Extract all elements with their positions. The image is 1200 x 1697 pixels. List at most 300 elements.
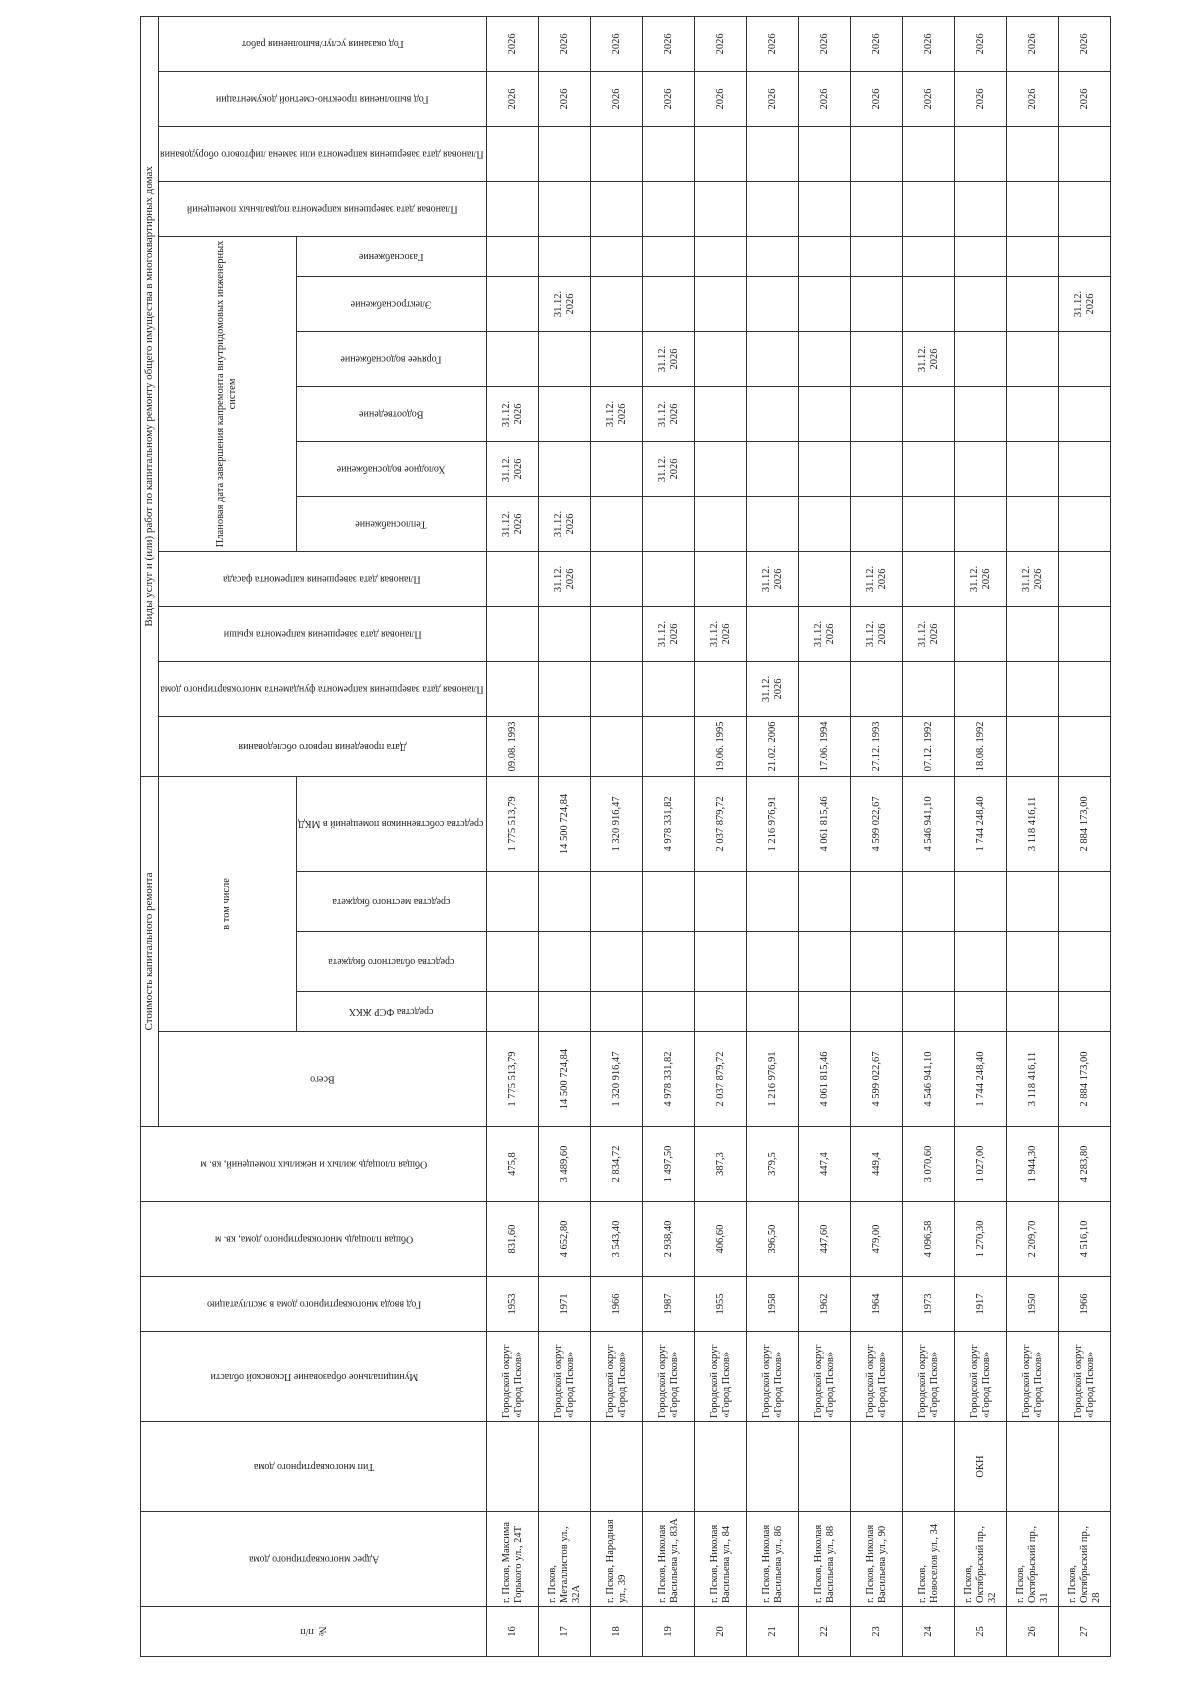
cell-reg xyxy=(643,932,695,992)
header-year-plan: Год выполнения проектно-сметной документации xyxy=(158,71,487,126)
cell-heat: 31.12. 2026 xyxy=(539,496,591,551)
header-heat: Теплоснабжение xyxy=(296,496,486,551)
cell-loc xyxy=(851,872,903,932)
header-no: № п/п xyxy=(141,1607,487,1657)
cell-year: 1964 xyxy=(851,1277,903,1332)
cell-address: г. Псков, Октябрьский пр., 28 xyxy=(1059,1512,1111,1607)
cell-loc xyxy=(487,872,539,932)
cell-address: г. Псков, Новоселов ул., 34 xyxy=(903,1512,955,1607)
cell-base xyxy=(643,181,695,236)
cell-gas xyxy=(799,236,851,276)
cell-hot xyxy=(591,331,643,386)
cell-loc xyxy=(695,872,747,932)
header-basement: Плановая дата завершения капремонта подвальных помещений xyxy=(158,181,487,236)
cell-elec xyxy=(1007,276,1059,331)
cell-plan: 2026 xyxy=(1007,71,1059,126)
cell-found xyxy=(539,661,591,716)
cell-reg xyxy=(591,932,643,992)
cell-year: 1953 xyxy=(487,1277,539,1332)
cell-works: 2026 xyxy=(539,16,591,71)
cell-elec xyxy=(747,276,799,331)
cell-roof: 31.12. 2026 xyxy=(851,606,903,661)
cell-roof xyxy=(955,606,1007,661)
table-row xyxy=(747,16,799,1656)
cell-elec xyxy=(851,276,903,331)
table-row xyxy=(851,16,903,1656)
cell-insp xyxy=(643,716,695,776)
cell-fsr xyxy=(851,992,903,1032)
cell-elec xyxy=(695,276,747,331)
cell-plan: 2026 xyxy=(903,71,955,126)
cell-insp: 17.06. 1994 xyxy=(799,716,851,776)
cell-hot xyxy=(851,331,903,386)
cell-mun: Городской округ «Город Псков» xyxy=(487,1332,539,1422)
cell-facade: 31.12. 2026 xyxy=(955,551,1007,606)
cell-cold xyxy=(695,441,747,496)
cell-reg xyxy=(799,932,851,992)
cell-cold xyxy=(799,441,851,496)
cell-type xyxy=(799,1422,851,1512)
cell-total_area: 4 652,80 xyxy=(539,1202,591,1277)
cell-mun: Городской округ «Город Псков» xyxy=(591,1332,643,1422)
cell-type xyxy=(695,1422,747,1512)
cell-hot xyxy=(1059,331,1111,386)
cell-elec xyxy=(487,276,539,331)
cell-works: 2026 xyxy=(799,16,851,71)
cell-loc xyxy=(955,872,1007,932)
cell-works: 2026 xyxy=(955,16,1007,71)
cell-own: 1 320 916,47 xyxy=(591,776,643,871)
cell-hot xyxy=(539,331,591,386)
cell-insp xyxy=(591,716,643,776)
cell-no: 22 xyxy=(799,1607,851,1657)
cell-fsr xyxy=(955,992,1007,1032)
cell-heat xyxy=(1007,496,1059,551)
cell-address: г. Псков, Николая Васильева ул., 88 xyxy=(799,1512,851,1607)
table-row xyxy=(903,16,955,1656)
cell-found xyxy=(487,661,539,716)
cell-plan: 2026 xyxy=(851,71,903,126)
header-year-works: Год оказания услуг/выполнения работ xyxy=(158,16,487,71)
cell-total_area: 447,60 xyxy=(799,1202,851,1277)
header-living-area: Общая площадь жилых и нежилых помещений, кв. м xyxy=(141,1127,487,1202)
cell-elec xyxy=(903,276,955,331)
header-cold-water: Холодное водоснабжение xyxy=(296,441,486,496)
cell-sewer xyxy=(851,386,903,441)
cell-lift xyxy=(747,126,799,181)
cell-mun: Городской округ «Город Псков» xyxy=(695,1332,747,1422)
cell-plan: 2026 xyxy=(539,71,591,126)
cell-hot xyxy=(1007,331,1059,386)
cell-address: г. Псков, Октябрьский пр., 31 xyxy=(1007,1512,1059,1607)
cell-no: 23 xyxy=(851,1607,903,1657)
table-row xyxy=(1059,16,1111,1656)
cell-insp: 09.08. 1993 xyxy=(487,716,539,776)
cell-total: 4 978 331,82 xyxy=(643,1032,695,1127)
cell-no: 16 xyxy=(487,1607,539,1657)
cell-own: 2 037 879,72 xyxy=(695,776,747,871)
cell-heat: 31.12. 2026 xyxy=(487,496,539,551)
cell-base xyxy=(695,181,747,236)
cell-hot: 31.12. 2026 xyxy=(643,331,695,386)
cell-facade xyxy=(643,551,695,606)
cell-roof xyxy=(539,606,591,661)
cell-gas xyxy=(643,236,695,276)
header-address: Адрес многоквартирного дома xyxy=(141,1512,487,1607)
cell-mun: Городской округ «Город Псков» xyxy=(955,1332,1007,1422)
cell-gas xyxy=(747,236,799,276)
cell-fsr xyxy=(695,992,747,1032)
cell-type: ОКН xyxy=(955,1422,1007,1512)
cell-total_area: 1 270,30 xyxy=(955,1202,1007,1277)
cell-heat xyxy=(903,496,955,551)
header-gas: Газоснабжение xyxy=(296,236,486,276)
cell-gas xyxy=(851,236,903,276)
cell-total_area: 396,50 xyxy=(747,1202,799,1277)
cell-facade: 31.12. 2026 xyxy=(539,551,591,606)
cell-total_area: 3 543,40 xyxy=(591,1202,643,1277)
cell-living: 447,4 xyxy=(799,1127,851,1202)
cell-found xyxy=(1059,661,1111,716)
cell-insp: 07.12. 1992 xyxy=(903,716,955,776)
cell-insp xyxy=(1007,716,1059,776)
cell-plan: 2026 xyxy=(695,71,747,126)
cell-cold xyxy=(591,441,643,496)
header-total-area: Общая площадь многоквартирного дома, кв. м xyxy=(141,1202,487,1277)
cell-found xyxy=(643,661,695,716)
cell-cold xyxy=(851,441,903,496)
cell-address: г. Псков, Николая Васильева ул., 83А xyxy=(643,1512,695,1607)
cell-total: 1 744 248,40 xyxy=(955,1032,1007,1127)
cell-base xyxy=(851,181,903,236)
cell-no: 19 xyxy=(643,1607,695,1657)
cell-lift xyxy=(539,126,591,181)
cell-plan: 2026 xyxy=(747,71,799,126)
cell-loc xyxy=(799,872,851,932)
cell-total_area: 4 516,10 xyxy=(1059,1202,1111,1277)
cell-insp: 27.12. 1993 xyxy=(851,716,903,776)
cell-lift xyxy=(799,126,851,181)
cell-works: 2026 xyxy=(1059,16,1111,71)
cell-works: 2026 xyxy=(591,16,643,71)
cell-lift xyxy=(851,126,903,181)
cell-hot xyxy=(487,331,539,386)
cell-own: 4 599 022,67 xyxy=(851,776,903,871)
cell-total: 14 500 724,84 xyxy=(539,1032,591,1127)
header-foundation: Плановая дата завершения капремонта фундамента многоквартирного дома xyxy=(158,661,487,716)
header-facade: Плановая дата завершения капремонта фасада xyxy=(158,551,487,606)
table-row xyxy=(799,16,851,1656)
cell-works: 2026 xyxy=(1007,16,1059,71)
cell-heat xyxy=(955,496,1007,551)
cell-year: 1966 xyxy=(591,1277,643,1332)
cell-no: 24 xyxy=(903,1607,955,1657)
header-local: средства местного бюджета xyxy=(296,872,486,932)
cell-sewer xyxy=(903,386,955,441)
cell-living: 1 027,00 xyxy=(955,1127,1007,1202)
cell-total: 3 118 416,11 xyxy=(1007,1032,1059,1127)
cell-type xyxy=(747,1422,799,1512)
header-roof: Плановая дата завершения капремонта крыши xyxy=(158,606,487,661)
cell-roof xyxy=(1059,606,1111,661)
cell-hot xyxy=(799,331,851,386)
cell-works: 2026 xyxy=(487,16,539,71)
header-type: Тип многоквартирного дома xyxy=(141,1422,487,1512)
cell-living: 475,8 xyxy=(487,1127,539,1202)
cell-no: 21 xyxy=(747,1607,799,1657)
cell-cold xyxy=(1007,441,1059,496)
cell-total_area: 2 209,70 xyxy=(1007,1202,1059,1277)
cell-living: 4 283,80 xyxy=(1059,1127,1111,1202)
header-works-group: Виды услуг и (или) работ по капитальному ремонту общего имущества в многоквартирных домах xyxy=(141,16,159,776)
cell-own: 4 061 815,46 xyxy=(799,776,851,871)
cell-living: 1 944,30 xyxy=(1007,1127,1059,1202)
cell-found xyxy=(695,661,747,716)
table-body xyxy=(487,16,1111,1656)
cell-reg xyxy=(1059,932,1111,992)
cell-found xyxy=(851,661,903,716)
cell-hot xyxy=(747,331,799,386)
cell-works: 2026 xyxy=(643,16,695,71)
cell-total: 4 599 022,67 xyxy=(851,1032,903,1127)
cell-no: 27 xyxy=(1059,1607,1111,1657)
header-regional: средства областного бюджета xyxy=(296,932,486,992)
cell-heat xyxy=(747,496,799,551)
cell-type xyxy=(591,1422,643,1512)
cell-sewer xyxy=(695,386,747,441)
cell-roof: 31.12. 2026 xyxy=(903,606,955,661)
cell-loc xyxy=(643,872,695,932)
cell-found xyxy=(1007,661,1059,716)
cell-cold xyxy=(1059,441,1111,496)
cell-address: г. Псков, Октябрьский пр., 32 xyxy=(955,1512,1007,1607)
cell-fsr xyxy=(1007,992,1059,1032)
cell-mun: Городской округ «Город Псков» xyxy=(1007,1332,1059,1422)
table-row xyxy=(955,16,1007,1656)
cell-found xyxy=(799,661,851,716)
cell-sewer: 31.12. 2026 xyxy=(487,386,539,441)
cell-address: г. Псков, Народная ул., 39 xyxy=(591,1512,643,1607)
cell-mun: Городской округ «Город Псков» xyxy=(799,1332,851,1422)
cell-no: 18 xyxy=(591,1607,643,1657)
cell-facade xyxy=(799,551,851,606)
cell-elec xyxy=(799,276,851,331)
header-systems-group: Плановая дата завершения капремонта внутридомовых инженерных систем xyxy=(158,236,296,551)
cell-no: 25 xyxy=(955,1607,1007,1657)
cell-total_area: 2 938,40 xyxy=(643,1202,695,1277)
cell-fsr xyxy=(591,992,643,1032)
header-fsr: средства ФСР ЖКХ xyxy=(296,992,486,1032)
cell-lift xyxy=(1007,126,1059,181)
cell-loc xyxy=(539,872,591,932)
cell-base xyxy=(1007,181,1059,236)
cell-fsr xyxy=(747,992,799,1032)
cell-reg xyxy=(695,932,747,992)
header-electric: Электроснабжение xyxy=(296,276,486,331)
cell-roof xyxy=(1007,606,1059,661)
cell-base xyxy=(539,181,591,236)
cell-address: г. Псков, Николая Васильева ул., 84 xyxy=(695,1512,747,1607)
cell-loc xyxy=(903,872,955,932)
cell-sewer: 31.12. 2026 xyxy=(643,386,695,441)
cell-address: г. Псков, Максима Горького ул., 24Т xyxy=(487,1512,539,1607)
cell-living: 3 489,60 xyxy=(539,1127,591,1202)
cell-sewer xyxy=(1059,386,1111,441)
cell-facade xyxy=(591,551,643,606)
cell-mun: Городской округ «Город Псков» xyxy=(903,1332,955,1422)
cell-type xyxy=(1007,1422,1059,1512)
cell-own: 1 744 248,40 xyxy=(955,776,1007,871)
cell-roof xyxy=(747,606,799,661)
cell-heat xyxy=(591,496,643,551)
table-row xyxy=(487,16,539,1656)
cell-year: 1966 xyxy=(1059,1277,1111,1332)
cell-year: 1973 xyxy=(903,1277,955,1332)
cell-year: 1917 xyxy=(955,1277,1007,1332)
table-row xyxy=(539,16,591,1656)
cell-facade: 31.12. 2026 xyxy=(1007,551,1059,606)
cell-roof xyxy=(591,606,643,661)
cell-elec xyxy=(591,276,643,331)
cell-sewer xyxy=(539,386,591,441)
cell-fsr xyxy=(799,992,851,1032)
cell-facade xyxy=(487,551,539,606)
cell-plan: 2026 xyxy=(799,71,851,126)
header-owners: средства собственников помещений в МКД xyxy=(296,776,486,871)
capital-repair-table xyxy=(140,16,1111,1657)
cell-living: 379,5 xyxy=(747,1127,799,1202)
cell-cold: 31.12. 2026 xyxy=(487,441,539,496)
cell-mun: Городской округ «Город Псков» xyxy=(747,1332,799,1422)
cell-lift xyxy=(487,126,539,181)
cell-reg xyxy=(903,932,955,992)
cell-gas xyxy=(903,236,955,276)
cell-gas xyxy=(955,236,1007,276)
cell-sewer xyxy=(799,386,851,441)
cell-sewer xyxy=(747,386,799,441)
cell-cold xyxy=(539,441,591,496)
cell-facade xyxy=(695,551,747,606)
cell-insp: 21.02. 2006 xyxy=(747,716,799,776)
cell-own: 14 500 724,84 xyxy=(539,776,591,871)
cell-own: 4 546 941,10 xyxy=(903,776,955,871)
cell-reg xyxy=(955,932,1007,992)
cell-works: 2026 xyxy=(851,16,903,71)
cell-own: 2 884 173,00 xyxy=(1059,776,1111,871)
cell-insp xyxy=(539,716,591,776)
cell-gas xyxy=(1059,236,1111,276)
header-sewer: Водоотведение xyxy=(296,386,486,441)
cell-roof xyxy=(487,606,539,661)
cell-works: 2026 xyxy=(747,16,799,71)
cell-reg xyxy=(747,932,799,992)
cell-own: 3 118 416,11 xyxy=(1007,776,1059,871)
cell-total: 2 037 879,72 xyxy=(695,1032,747,1127)
cell-base xyxy=(1059,181,1111,236)
cell-heat xyxy=(851,496,903,551)
cell-year: 1971 xyxy=(539,1277,591,1332)
cell-cold xyxy=(903,441,955,496)
cell-year: 1987 xyxy=(643,1277,695,1332)
cell-lift xyxy=(591,126,643,181)
cell-gas xyxy=(591,236,643,276)
cell-total: 1 216 976,91 xyxy=(747,1032,799,1127)
header-cost-group: Стоимость капитального ремонта xyxy=(141,776,159,1126)
cell-reg xyxy=(487,932,539,992)
cell-living: 387,3 xyxy=(695,1127,747,1202)
cell-found xyxy=(591,661,643,716)
cell-loc xyxy=(591,872,643,932)
cell-insp xyxy=(1059,716,1111,776)
header-lift: Плановая дата завершения капремонта или замена лифтового оборудования xyxy=(158,126,487,181)
cell-total_area: 406,60 xyxy=(695,1202,747,1277)
cell-facade xyxy=(903,551,955,606)
cell-found xyxy=(903,661,955,716)
cell-year: 1955 xyxy=(695,1277,747,1332)
cell-own: 4 978 331,82 xyxy=(643,776,695,871)
cell-base xyxy=(487,181,539,236)
cell-lift xyxy=(643,126,695,181)
cell-reg xyxy=(539,932,591,992)
header-cost-total: Всего xyxy=(158,1032,487,1127)
cell-gas xyxy=(1007,236,1059,276)
cell-cold xyxy=(955,441,1007,496)
cell-address: г. Псков, Металлистов ул., 32А xyxy=(539,1512,591,1607)
cell-no: 20 xyxy=(695,1607,747,1657)
cell-facade: 31.12. 2026 xyxy=(747,551,799,606)
cell-plan: 2026 xyxy=(643,71,695,126)
cell-total: 4 546 941,10 xyxy=(903,1032,955,1127)
table-row xyxy=(591,16,643,1656)
cell-hot xyxy=(695,331,747,386)
cell-base xyxy=(747,181,799,236)
cell-type xyxy=(903,1422,955,1512)
cell-loc xyxy=(747,872,799,932)
cell-mun: Городской округ «Город Псков» xyxy=(851,1332,903,1422)
table-row xyxy=(1007,16,1059,1656)
cell-fsr xyxy=(903,992,955,1032)
cell-total: 4 061 815,46 xyxy=(799,1032,851,1127)
cell-fsr xyxy=(487,992,539,1032)
cell-living: 3 070,60 xyxy=(903,1127,955,1202)
cell-elec xyxy=(643,276,695,331)
cell-works: 2026 xyxy=(903,16,955,71)
cell-fsr xyxy=(1059,992,1111,1032)
cell-address: г. Псков, Николая Васильева ул., 90 xyxy=(851,1512,903,1607)
cell-mun: Городской округ «Город Псков» xyxy=(643,1332,695,1422)
cell-roof: 31.12. 2026 xyxy=(643,606,695,661)
header-municipality: Муниципальное образование Псковской области xyxy=(141,1332,487,1422)
cell-base xyxy=(591,181,643,236)
header-year-built: Год ввода многоквартирного дома в эксплуатацию xyxy=(141,1277,487,1332)
cell-fsr xyxy=(643,992,695,1032)
cell-gas xyxy=(695,236,747,276)
cell-total: 1 775 513,79 xyxy=(487,1032,539,1127)
cell-base xyxy=(903,181,955,236)
cell-lift xyxy=(955,126,1007,181)
cell-sewer xyxy=(955,386,1007,441)
cell-living: 449,4 xyxy=(851,1127,903,1202)
cell-roof: 31.12. 2026 xyxy=(799,606,851,661)
cell-type xyxy=(1059,1422,1111,1512)
cell-sewer: 31.12. 2026 xyxy=(591,386,643,441)
cell-works: 2026 xyxy=(695,16,747,71)
cell-found: 31.12. 2026 xyxy=(747,661,799,716)
header-inspection: Дата проведения первого обследования xyxy=(158,716,487,776)
cell-loc xyxy=(1059,872,1111,932)
cell-heat xyxy=(695,496,747,551)
cell-plan: 2026 xyxy=(1059,71,1111,126)
